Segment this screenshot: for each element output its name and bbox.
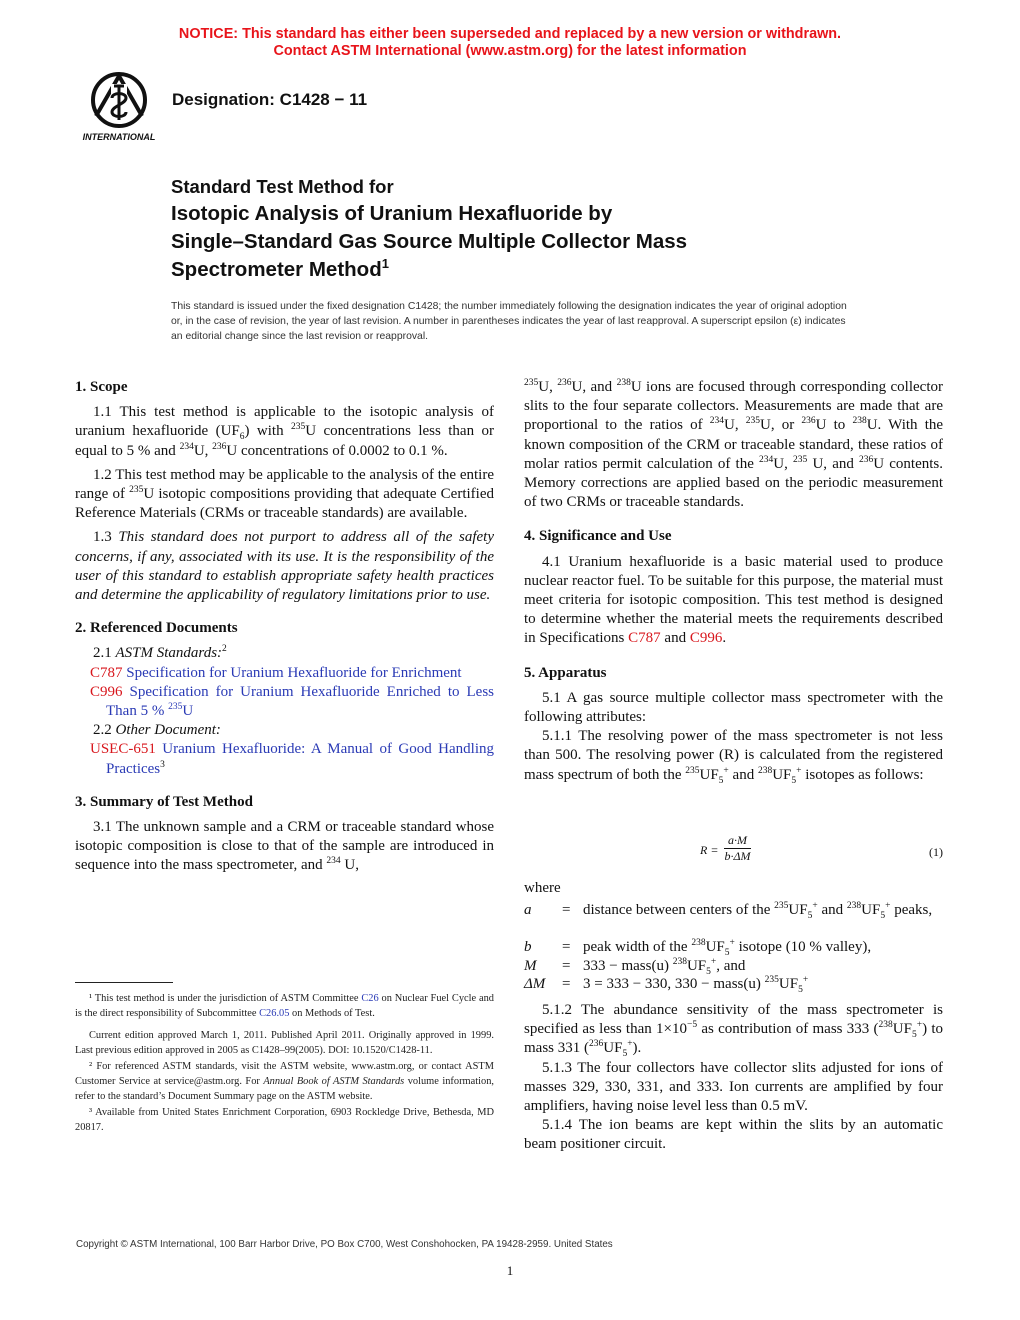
title-line-2: Single–Standard Gas Source Multiple Collector Mass — [171, 230, 688, 253]
paragraph-5-1-2: 5.1.2 The abundance sensitivity of the mass spectrometer is specified as less than $1\times 10^{-5}$ as contribution of mass 333 $(^{238}UF_5^+)$ to mass 331 $(^{236}UF_5^+)$. — [524, 1002, 944, 1060]
right-column-lower — [524, 1001, 943, 1155]
withdrawn-notice — [0, 26, 1020, 60]
section-2-heading: 2. Referenced Documents — [75, 620, 238, 637]
section-1-heading: 1. Scope — [75, 379, 128, 395]
equation-denominator: b·ΔM — [724, 849, 751, 863]
designation: Designation: C1428 − 11 — [172, 90, 368, 109]
where-label: where — [524, 880, 561, 896]
paragraph-5-1-1: 5.1.1 The resolving power of the mass spectrometer is not less than 500. The resolving power (R) is calculated from the registered mass spectrum of both the $^{235}UF_5^+$ and $^{238}UF_5^+$ isotopes as follows: — [524, 728, 943, 786]
paragraph-3-1-start: 3.1 The unknown sample and a CRM or traceable standard whose isotopic composition is close to that of the sample are introduced in sequence into the mass spectrometer, and $^{234}$ U, — [75, 819, 494, 874]
section-3-heading: 3. Summary of Test Method — [75, 793, 253, 810]
footnote-1-edition: Current edition approved March 1, 2011. Published April 2011. Originally approved in 1999. Last previous edition approved in 2005 as C1428–99(2005). DOI: 10.1520/C1428-11. — [75, 1029, 494, 1057]
paragraph-5-1-3: 5.1.3 The four collectors have collector slits adjusted for ions of masses 329, 330, 331, and 333. Ion currents are amplified by four amplifiers, having noise level less than 0.5 mV. — [524, 1059, 943, 1115]
link-c787[interactable]: C787 — [628, 630, 661, 647]
paragraph-2-2: 2.2 Other Document: — [93, 722, 221, 739]
title-prefix: Standard Test Method for — [171, 176, 394, 197]
paragraph-2-1: 2.1 ASTM Standards:$^2$ — [93, 644, 227, 662]
footnotes — [75, 991, 494, 1136]
title-footnote-mark: 1 — [381, 256, 389, 272]
document-title — [171, 200, 811, 284]
paragraph-5-1: 5.1 A gas source multiple collector mass spectrometer with the following attributes: — [524, 689, 943, 726]
equation-fraction — [724, 833, 751, 864]
paragraph-1-3: 1.3 This standard does not purport to address all of the safety concerns, if any, associated with its use. It is the responsibility of the user of this standard to establish appropriate safety health practices and determine the applicability of regulatory limitations prior to use. — [75, 529, 495, 604]
paragraph-3-1-continued: $^{235}$U, $^{236}$U, and $^{238}$U ions are focused through corresponding collector slits to the four separate collectors. Measurements are made that are proportional to the ratios of $^{234}$U, $^{235}$U, or $^{236}$U to $^{238}$U. With the known composition of the CRM or traceable standard, these ratios of molar ratios permit calculation of the $^{234}$U, $^{235}$ U, and $^{236}$U contents. Memory corrections are applied based on the periodic measurement of two CRMs or traceable standards. — [524, 378, 944, 511]
link-c26[interactable]: C26 — [361, 993, 379, 1004]
variable-definitions: where a = distance between centers of the $^{235}UF_5^+$ and $^{238}UF_5^+$ peaks, b = peak width of the $^{238}UF_5^+$ isotope (10 % valley), M = 333 − mass(u) $^{238}UF_5^+$, and ΔM = 3 = 333 − 330, 330 − mass(u) $^{235}UF_5^+$ — [524, 880, 933, 995]
page-number: 1 — [506, 1263, 514, 1278]
notice-line-1: NOTICE: This standard has either been superseded and replaced by a new version or withdrawn. — [178, 26, 842, 42]
reference-usec-651[interactable]: USEC-651 Uranium Hexafluoride: A Manual of Good Handling Practices$^3$ — [90, 741, 494, 777]
copyright: Copyright © ASTM International, 100 Barr Harbor Drive, PO Box C700, West Conshohocken, PA 19428-2959. United States — [76, 1239, 613, 1250]
title-line-1: Isotopic Analysis of Uranium Hexafluoride by — [171, 202, 613, 225]
paragraph-1-2: 1.2 This test method may be applicable to the analysis of the entire range of $^{235}$U isotopic compositions providing that adequate Certified Reference Materials (CRMs or traceable standards) are available. — [75, 466, 494, 522]
equation-number: (1) — [929, 845, 943, 859]
footnote-2: ² For referenced ASTM standards, visit the ASTM website, www.astm.org, or contact ASTM Customer Service at service@astm.org. For Annual Book of ASTM Standards volume information, refer to the standard’s Document Summary page on the ASTM website. — [75, 1060, 494, 1103]
paragraph-1-1: 1.1 This test method is applicable to the isotopic analysis of uranium hexafluoride $(UF_6)$ with $^{235}$U concentrations less than or equal to 5 % and $^{234}$U, $^{236}$U concentrations of 0.0002 to 0.1 %. — [75, 404, 494, 459]
logo-wordmark: INTERNATIONAL — [82, 132, 156, 142]
notice-line-2: Contact ASTM International (www.astm.org) for the latest information — [273, 43, 747, 59]
paragraph-4-1: 4.1 Uranium hexafluoride is a basic material used to produce nuclear reactor fuel. To be suitable for this purpose, the material must meet criteria for isotopic composition. This test method is designed to determine whether the material meets the requirements described in Specifications C787 and C996. — [524, 553, 943, 647]
astm-logo-icon — [74, 70, 164, 144]
right-column — [524, 378, 943, 785]
equation-lhs: R = — [700, 843, 719, 857]
equation-1 — [524, 833, 943, 867]
footnote-divider — [75, 982, 173, 983]
reference-c787[interactable]: C787 Specification for Uranium Hexafluoride for Enrichment — [90, 664, 462, 681]
reference-c996[interactable]: C996 Specification for Uranium Hexafluoride Enriched to Less Than 5 % $^{235}$U — [90, 683, 494, 720]
equation-numerator: a·M — [724, 833, 751, 849]
link-c26-05[interactable]: C26.05 — [259, 1008, 290, 1020]
link-c996[interactable]: C996 — [689, 630, 723, 647]
footnote-1: ¹ This test method is under the jurisdiction of ASTM Committee C26 on Nuclear Fuel Cycle and is the direct responsibility of Subcommittee C26.05 on Methods of Test. — [75, 993, 494, 1020]
footnote-3: ³ Available from United States Enrichment Corporation, 6903 Rockledge Drive, Bethesda, MD 20817. — [75, 1106, 494, 1134]
title-line-3: Spectrometer Method$^1$ — [171, 256, 389, 281]
astm-logo — [74, 70, 164, 144]
left-column — [75, 378, 494, 876]
paragraph-5-1-4: 5.1.4 The ion beams are kept within the slits by an automatic beam positioner circuit. — [524, 1117, 943, 1153]
section-5-heading: 5. Apparatus — [524, 664, 607, 681]
issuance-note: This standard is issued under the fixed designation C1428; the number immediately following the designation indicates the year of original adoption or, in the case of revision, the year of last revision. A number in parentheses indicates the year of last reapproval. A superscript epsilon (ε) indicates an editorial change since the last revision or reapproval. — [171, 301, 847, 342]
section-4-heading: 4. Significance and Use — [524, 528, 672, 545]
